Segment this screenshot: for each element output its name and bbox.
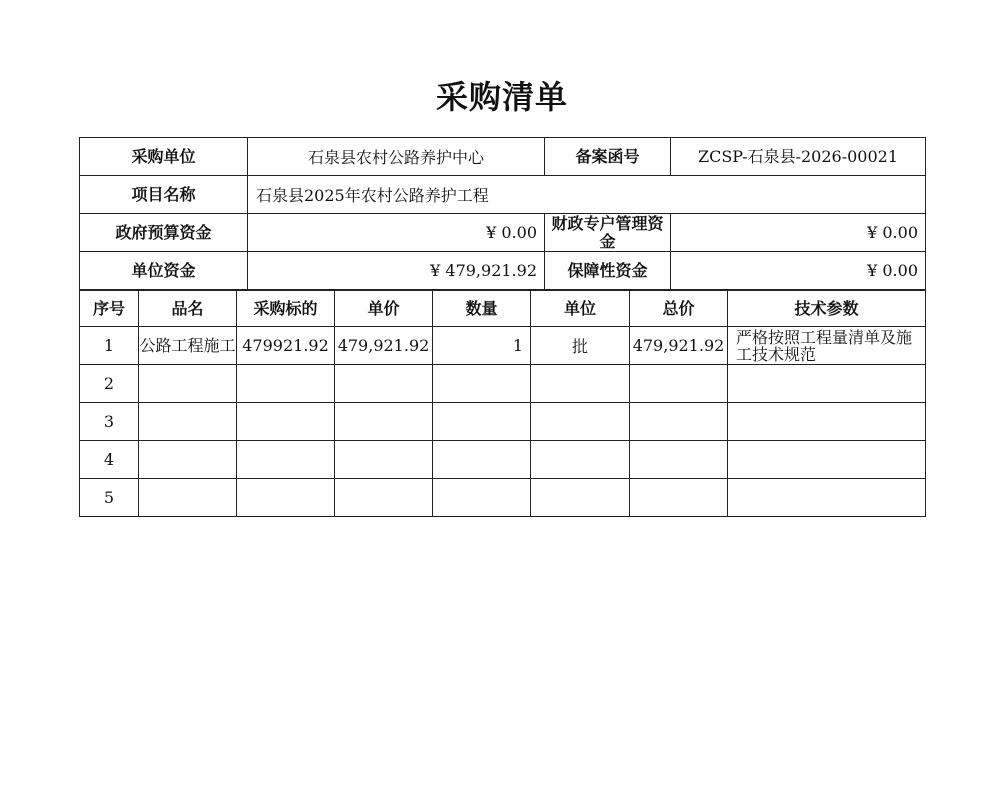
table-row: [80, 365, 926, 403]
items-table: [79, 290, 926, 517]
column-header: 品名: [139, 291, 237, 327]
item-name: [139, 403, 237, 441]
header-info-table: [79, 137, 926, 290]
item-quantity: [433, 479, 531, 517]
unit-fund-label: 单位资金: [80, 252, 248, 290]
fiscal-special-value: ¥ 0.00: [671, 214, 926, 252]
item-total: [630, 365, 728, 403]
item-name: [139, 441, 237, 479]
row-number: 1: [80, 327, 139, 365]
row-number: 4: [80, 441, 139, 479]
unit-fund-value: ¥ 479,921.92: [248, 252, 545, 290]
column-header: 单位: [531, 291, 630, 327]
item-total: [630, 441, 728, 479]
header-row-unit-fund: [80, 252, 926, 290]
item-unit-price: [335, 479, 433, 517]
purchaser-value: 石泉县农村公路养护中心: [248, 138, 545, 176]
column-header: 技术参数: [728, 291, 926, 327]
item-unit: [531, 441, 630, 479]
filing-number-value: ZCSP-石泉县-2026-00021: [671, 138, 926, 176]
item-unit: [531, 403, 630, 441]
item-total: 479,921.92: [630, 327, 728, 365]
item-total: [630, 479, 728, 517]
gov-budget-value: ¥ 0.00: [248, 214, 545, 252]
guarantee-fund-value: ¥ 0.00: [671, 252, 926, 290]
items-header-row: [80, 291, 926, 327]
item-quantity: 1: [433, 327, 531, 365]
header-row-gov-budget: [80, 214, 926, 252]
project-name-label: 项目名称: [80, 176, 248, 214]
project-name-value: 石泉县2025年农村公路养护工程: [248, 176, 926, 214]
item-spec: [728, 441, 926, 479]
item-total: [630, 403, 728, 441]
item-name: 公路工程施工: [139, 327, 237, 365]
header-row-project: [80, 176, 926, 214]
item-unit-price: [335, 441, 433, 479]
column-header: 序号: [80, 291, 139, 327]
column-header: 数量: [433, 291, 531, 327]
item-spec: [728, 365, 926, 403]
gov-budget-label: 政府预算资金: [80, 214, 248, 252]
filing-number-label: 备案函号: [545, 138, 671, 176]
item-unit-price: [335, 403, 433, 441]
item-unit: [531, 479, 630, 517]
item-unit-price: 479,921.92: [335, 327, 433, 365]
header-row-purchaser: [80, 138, 926, 176]
item-unit: [531, 365, 630, 403]
column-header: 单价: [335, 291, 433, 327]
table-row: [80, 479, 926, 517]
item-quantity: [433, 403, 531, 441]
page-title: 采购清单: [435, 78, 568, 116]
fiscal-special-label: 财政专户管理资金: [545, 214, 671, 252]
item-quantity: [433, 441, 531, 479]
column-header: 采购标的: [237, 291, 335, 327]
item-target: [237, 403, 335, 441]
table-row: [80, 403, 926, 441]
item-target: 479921.92: [237, 327, 335, 365]
item-unit: 批: [531, 327, 630, 365]
column-header: 总价: [630, 291, 728, 327]
guarantee-fund-label: 保障性资金: [545, 252, 671, 290]
purchaser-label: 采购单位: [80, 138, 248, 176]
item-target: [237, 365, 335, 403]
row-number: 3: [80, 403, 139, 441]
item-spec: [728, 403, 926, 441]
item-spec: [728, 479, 926, 517]
table-row: [80, 327, 926, 365]
item-spec: 严格按照工程量清单及施工技术规范: [728, 327, 926, 365]
table-row: [80, 441, 926, 479]
row-number: 5: [80, 479, 139, 517]
item-target: [237, 441, 335, 479]
item-name: [139, 479, 237, 517]
item-unit-price: [335, 365, 433, 403]
item-target: [237, 479, 335, 517]
item-name: [139, 365, 237, 403]
row-number: 2: [80, 365, 139, 403]
item-quantity: [433, 365, 531, 403]
